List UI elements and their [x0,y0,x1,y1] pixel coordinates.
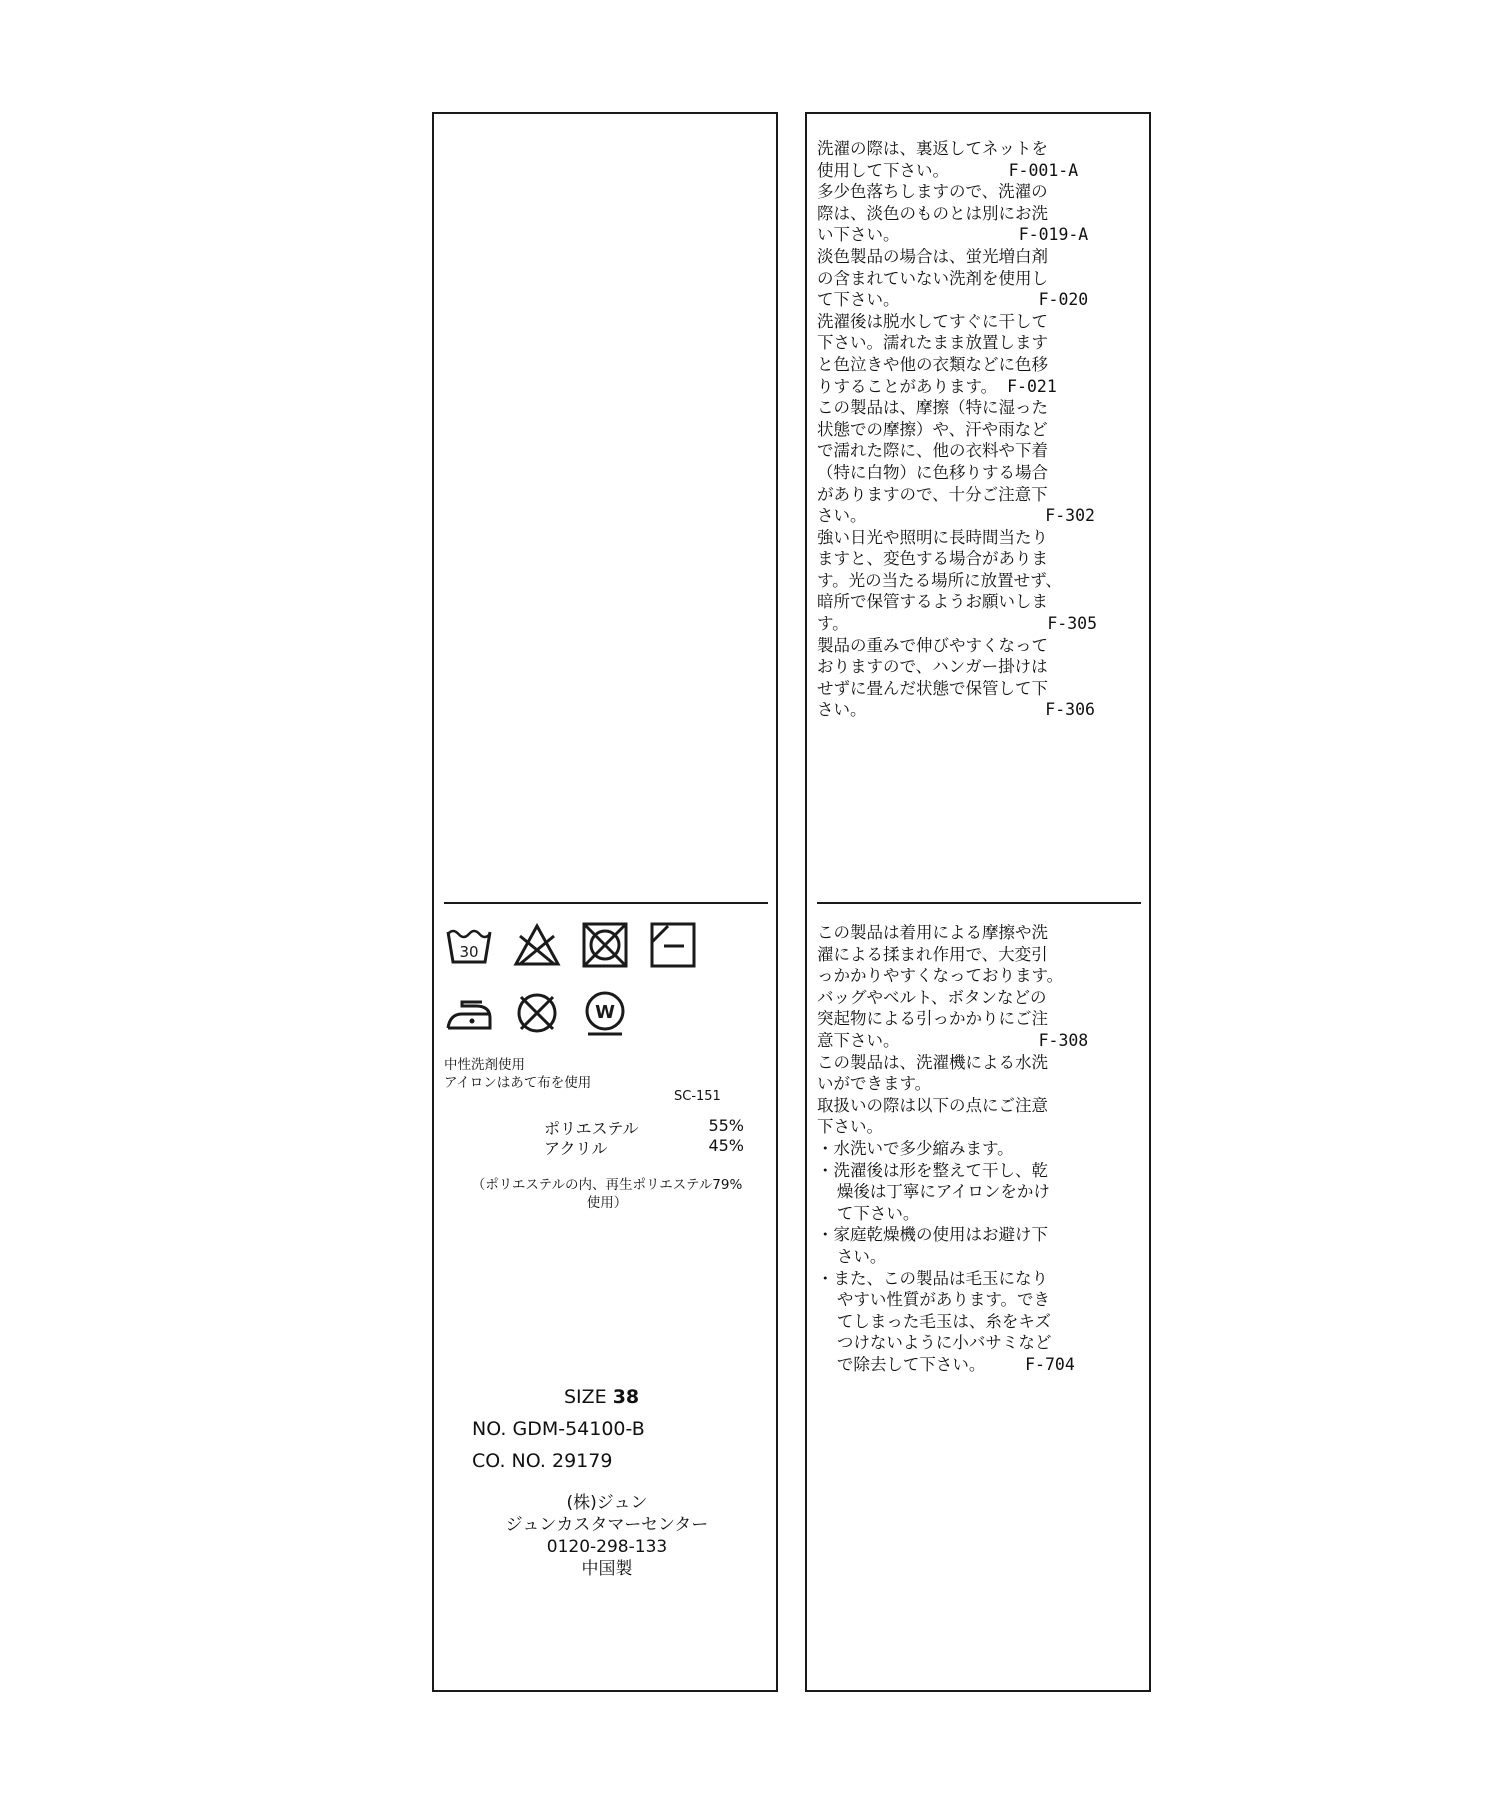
care-note-line: （特に白物）に色移りする場合 [817,462,1048,482]
care-note-line: ・家庭乾燥機の使用はお避け下 [817,1225,1048,1245]
care-note-line: 下さい。 [817,1117,883,1137]
care-note-line: て下さい。 F-020 [817,290,1089,310]
care-icons-row-2 [444,988,630,1038]
wash-30-icon [444,920,494,970]
care-note-line: 取扱いの際は以下の点にご注意 [817,1095,1048,1115]
care-code: SC-151 [674,1089,721,1104]
care-note-line: 暗所で保管するようお願いしま [817,592,1048,612]
panel-divider [817,902,1141,904]
care-note-line: 洗濯後は脱水してすぐに干して [817,311,1048,331]
care-note-line: 強い日光や照明に長時間当たり [817,527,1048,547]
care-note-line: がありますので、十分ご注意下 [817,484,1048,504]
company-name: (株)ジュン [566,1493,648,1513]
care-note-line: ・また、この製品は毛玉になり [817,1268,1048,1288]
care-note-line: て下さい。 [817,1203,920,1223]
care-note-line: す。光の当たる場所に放置せず、 [817,570,1062,590]
wet-clean-icon [580,988,630,1038]
care-note-line: 突起物による引っかかりにご注 [817,1009,1048,1029]
fiber-pct: 45% [708,1136,744,1155]
care-note-line: で濡れた際に、他の衣料や下着 [817,441,1048,461]
care-note-line: やすい性質があります。でき [817,1290,1051,1310]
size-label: SIZE [564,1386,607,1408]
fiber-row [544,1136,744,1159]
fiber-pct: 55% [708,1116,744,1135]
care-text-1: 中性洗剤使用 [444,1057,525,1073]
care-note-line: 洗濯の際は、裏返してネットを [817,139,1048,158]
care-note-line: 使用して下さい。 F-001-A [817,160,1079,180]
recycle-note [434,1176,780,1212]
care-note-line: 濯による揉まれ作用で、大変引 [817,944,1048,964]
size-value: 38 [612,1386,640,1408]
care-note-line: ・洗濯後は形を整えて干し、乾 [817,1160,1048,1180]
recycle-note-line: （ポリエステルの内、再生ポリエステル79% [471,1177,743,1193]
care-note-line: す。 F-305 [817,614,1098,634]
care-label-left-panel [432,112,778,1692]
care-notes-bottom [817,922,1137,1375]
care-note-line: バッグやベルト、ボタンなどの [817,987,1047,1007]
iron-low-icon [444,988,494,1038]
phone-number: 0120-298-133 [546,1537,668,1557]
care-note-line: 製品の重みで伸びやすくなって [817,635,1048,655]
care-note-line: 下さい。濡れたまま放置します [817,333,1048,353]
fiber-name: ポリエステル [544,1119,639,1138]
care-text-2: アイロンはあて布を使用 [444,1075,592,1091]
wet-clean-letter: W [595,1002,615,1023]
care-note-line: さい。 F-306 [817,700,1095,720]
wash-temp-text: 30 [459,943,479,961]
care-note-line: せずに畳んだ状態で保管して下 [817,678,1048,698]
care-note-line: おりますので、ハンガー掛けは [817,657,1048,677]
panel-divider [444,902,768,904]
recycle-note-line: 使用） [586,1195,628,1211]
care-note-line: で除去して下さい。 F-704 [817,1354,1075,1374]
country-of-origin: 中国製 [581,1559,633,1579]
no-dry-clean-icon [512,988,562,1038]
care-note-line: さい。 F-302 [817,506,1095,526]
care-note-line: 燥後は丁寧にアイロンをかけ [817,1182,1050,1202]
care-icons-row-1 [444,920,698,970]
care-note-line: つけないように小バサミなど [817,1333,1052,1353]
care-notes-top [817,138,1137,721]
care-note-line: 際は、淡色のものとは別にお洗 [817,203,1048,223]
care-note-line: いができます。 [817,1074,932,1094]
care-note-line: 多少色落ちしますので、洗濯の [817,182,1048,202]
care-note-line: い下さい。 F-019-A [817,225,1089,245]
fiber-name: アクリル [544,1139,608,1158]
care-note-line: 意下さい。 F-308 [817,1030,1089,1050]
line-dry-shade-icon [648,920,698,970]
care-note-line: 状態での摩擦）や、汗や雨など [817,419,1048,439]
no-tumble-dry-icon [580,920,630,970]
care-note-line: てしまった毛玉は、糸をキズ [817,1311,1052,1331]
company-block [434,1492,780,1580]
care-note-line: 淡色製品の場合は、蛍光増白剤 [817,246,1048,266]
care-note-line: の含まれていない洗剤を使用し [817,268,1048,288]
product-number: NO. GDM-54100-B [472,1418,645,1440]
no-bleach-icon [512,920,562,970]
care-label-right-panel [805,112,1151,1692]
care-note-line: この製品は着用による摩擦や洗 [817,923,1048,942]
care-note-line: この製品は、洗濯機による水洗 [817,1052,1048,1072]
size-line [564,1386,639,1408]
care-note-line: りすることがあります。 F-021 [817,376,1057,396]
care-note-line: っかかりやすくなっております。 [817,966,1064,986]
customer-center: ジュンカスタマーセンター [505,1515,709,1535]
care-note-line: ますと、変色する場合がありま [817,549,1048,569]
care-note-line: さい。 [817,1246,887,1266]
care-note-line: と色泣きや他の衣類などに色移 [817,354,1048,374]
care-note-line: ・水洗いで多少縮みます。 [817,1138,1014,1158]
care-note-line: この製品は、摩擦（特に湿った [817,398,1048,418]
co-number: CO. NO. 29179 [472,1450,613,1472]
